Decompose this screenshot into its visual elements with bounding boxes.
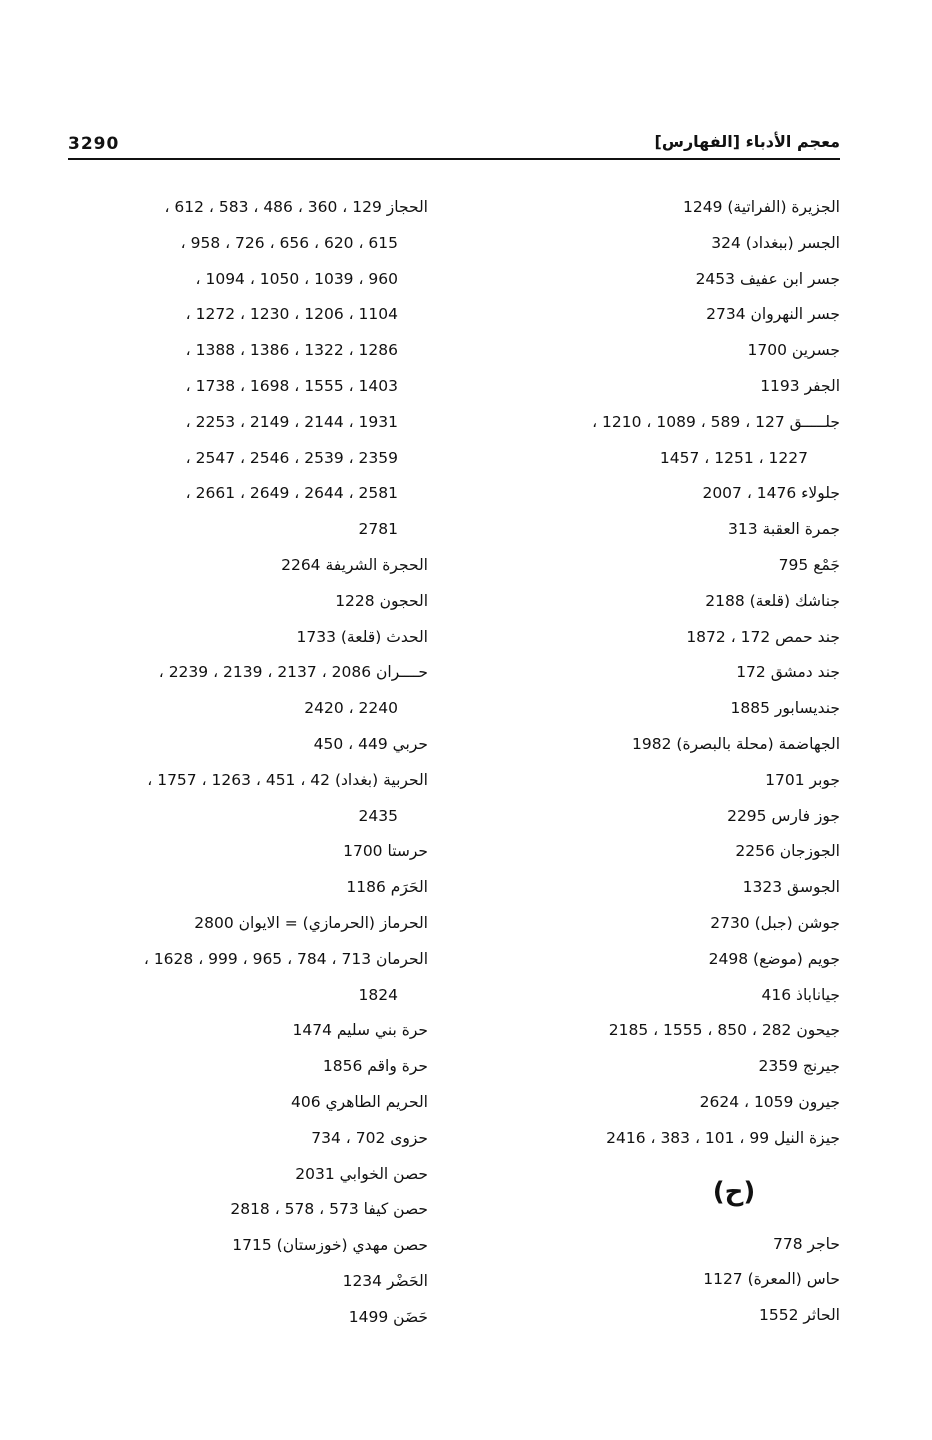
book-title: معجم الأدباء [الفهارس] xyxy=(654,132,840,151)
index-column-left xyxy=(68,190,428,1336)
index-entry: جيرون 1059 ، 2624 xyxy=(699,1092,840,1111)
index-entry: جند حمص 172 ، 1872 xyxy=(686,627,840,646)
index-entry: جسر ابن عفيف 2453 xyxy=(695,269,840,288)
index-entry: جند دمشق 172 xyxy=(736,663,840,682)
index-entry: حرستا 1700 xyxy=(343,842,428,861)
index-entry-continuation: 1227 ، 1251 ، 1457 xyxy=(659,448,808,467)
index-entry: جسرين 1700 xyxy=(747,341,840,360)
index-entry: الحَرَم 1186 xyxy=(346,878,428,897)
index-entry: الجفر 1193 xyxy=(760,376,840,395)
index-entry: الحرماز (الحرمازي) = الايوان 2800 xyxy=(194,913,428,932)
index-entry: الحاثر 1552 xyxy=(758,1306,840,1325)
index-entry: الحجرة الشريفة 2264 xyxy=(281,555,428,574)
index-entry: حــــران 2086 ، 2137 ، 2139 ، 2239 ، xyxy=(158,663,428,682)
index-entry: جياناباذ 416 xyxy=(761,985,840,1004)
index-entry: حصن الخوابي 2031 xyxy=(295,1164,428,1183)
index-entry: جسر النهروان 2734 xyxy=(706,305,840,324)
index-entry-continuation: 615 ، 620 ، 656 ، 726 ، 958 ، xyxy=(180,233,398,252)
index-entry-continuation: 1824 xyxy=(358,985,398,1004)
index-entry-continuation: 2359 ، 2539 ، 2546 ، 2547 ، xyxy=(185,448,398,467)
index-entry: جيحون 282 ، 850 ، 1555 ، 2185 xyxy=(608,1021,840,1040)
index-entry: جلـــــق 127 ، 589 ، 1089 ، 1210 ، xyxy=(592,412,840,431)
index-entry: جوز فارس 2295 xyxy=(727,806,840,825)
index-entry: الجهاضمة (محلة بالبصرة) 1982 xyxy=(632,734,840,753)
index-entry: الحجون 1228 xyxy=(335,591,428,610)
index-entry: الجوزجان 2256 xyxy=(735,842,840,861)
index-entry-continuation: 960 ، 1039 ، 1050 ، 1094 ، xyxy=(195,269,398,288)
index-entry: جَمْع 795 xyxy=(778,555,840,574)
index-entry: حرة بني سليم 1474 xyxy=(292,1021,428,1040)
index-entry: جناشك (قلعة) 2188 xyxy=(705,591,840,610)
index-entry: الجزيرة (الفراتية) 1249 xyxy=(682,198,840,216)
index-entry-continuation: 1931 ، 2144 ، 2149 ، 2253 ، xyxy=(185,412,398,431)
index-entry-continuation: 2581 ، 2644 ، 2649 ، 2661 ، xyxy=(185,484,398,503)
index-entry: الحربية (بغداد) 42 ، 451 ، 1263 ، 1757 ، xyxy=(147,770,428,789)
index-entry: الجوسق 1323 xyxy=(742,878,840,897)
index-entry: الحرمان 713 ، 784 ، 965 ، 999 ، 1628 ، xyxy=(143,949,428,968)
index-entry: جيزة النيل 99 ، 101 ، 383 ، 2416 xyxy=(606,1128,840,1147)
index-entry: حَضَن 1499 xyxy=(348,1307,428,1326)
index-entry-continuation: 2435 xyxy=(358,806,398,825)
index-entry: الحريم الطاهري 406 xyxy=(291,1092,428,1111)
index-entry-continuation: 1286 ، 1322 ، 1386 ، 1388 ، xyxy=(185,341,398,360)
index-entry: جلولاء 1476 ، 2007 xyxy=(702,484,840,503)
index-entry: جنديسابور 1885 xyxy=(730,699,840,718)
section-letter-heading: (ح) xyxy=(712,1176,756,1207)
index-entry: الحجاز 129 ، 360 ، 486 ، 583 ، 612 ، xyxy=(164,198,428,216)
index-entry: جوشن (جبل) 2730 xyxy=(710,913,840,932)
index-entry: الحدث (قلعة) 1733 xyxy=(296,627,428,646)
index-entry: حرة واقم 1856 xyxy=(322,1057,428,1076)
index-entry: حربي 449 ، 450 xyxy=(313,734,428,753)
index-entry: الحَضْر 1234 xyxy=(342,1271,428,1290)
index-entry: حزوى 702 ، 734 xyxy=(311,1128,428,1147)
index-entry: الجسر (ببغداد) 324 xyxy=(711,233,840,252)
index-entry: حاجر 778 xyxy=(773,1234,840,1253)
index-entry: جويم (موضع) 2498 xyxy=(708,949,840,968)
index-entry-continuation: 2240 ، 2420 xyxy=(304,699,398,718)
index-entry: حصن كيفا 573 ، 578 ، 2818 xyxy=(230,1200,428,1219)
header-rule xyxy=(68,158,840,160)
index-entry: جيرنج 2359 xyxy=(758,1057,840,1076)
index-column-right xyxy=(478,190,840,1334)
page-header xyxy=(68,128,840,162)
index-entry: حاس (المعرة) 1127 xyxy=(703,1270,840,1289)
index-entry: جمرة العقبة 313 xyxy=(728,520,840,539)
page-number: 3290 xyxy=(68,134,120,154)
index-entry-continuation: 1403 ، 1555 ، 1698 ، 1738 ، xyxy=(185,376,398,395)
index-entry: حصن مهدي (خوزستان) 1715 xyxy=(232,1236,428,1255)
index-entry: جوبر 1701 xyxy=(765,770,840,789)
index-entry-continuation: 2781 xyxy=(358,520,398,539)
index-entry-continuation: 1104 ، 1206 ، 1230 ، 1272 ، xyxy=(185,305,398,324)
